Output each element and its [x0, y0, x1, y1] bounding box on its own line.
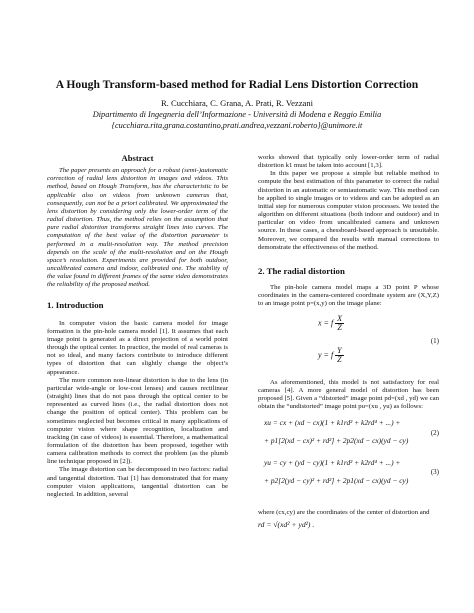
eq2-line-2: + p1[2(xd − cx)² + rd²] + 2p2(xd − cx)(yd − cy)	[264, 436, 409, 446]
eq1-x-num: X	[337, 313, 343, 323]
right-column	[258, 154, 439, 529]
eq1-x-line	[318, 315, 344, 332]
pinhole-paragraph: The pin-hole camera model maps a 3D point P whose coordinates in the camera-centered coordinate system are (X,Y,Z) to an image point p=(x,y) on the image plane:	[258, 284, 439, 308]
distortion-equations	[258, 415, 439, 507]
eq3-line-1: yu = cy + (yd − cy)(1 + k1rd² + k2rd⁴ + ...) +	[264, 458, 401, 468]
intro-heading: 1. Introduction	[47, 299, 104, 310]
rd-equation: rd = √(xd² + yd²) .	[258, 520, 315, 530]
eq3-number: (3)	[430, 468, 439, 477]
equation-1	[258, 313, 439, 377]
general-model-paragraph: As aforementioned, this model is not satisfactory for real cameras [4]. A more general model of distortion has been proposed [5]. Given a “distorted” image point pd=(xd , yd) we can obtain the “undistorted” image point pu=(xu , yu) as follows:	[258, 378, 439, 410]
eq1-y-num: Y	[337, 345, 342, 355]
paper-title: A Hough Transform-based method for Radial Lens Distortion Correction	[55, 78, 419, 91]
left-column	[47, 154, 228, 499]
paper-affiliation: Dipartimento di Ingegneria dell’Informazione - Università di Modena e Reggio Emilia	[92, 110, 382, 119]
eq2-number: (2)	[430, 429, 439, 438]
abstract-heading: Abstract	[121, 153, 154, 163]
eq1-y-den: Z	[337, 354, 342, 364]
eq1-x-den: Z	[337, 322, 342, 332]
eq1-y-lhs: y = f	[318, 350, 334, 359]
paper-authors: R. Cucchiara, C. Grana, A. Prati, R. Vezzani	[160, 98, 314, 108]
eq1-number: (1)	[430, 336, 439, 345]
intro-paragraph-3: The image distortion can be decomposed in two factors: radial and tangential distortion. Tsai [1] has demonstrated that for many computer vision applications, tangential distortion can be neglected. In addition, several	[47, 466, 228, 498]
paper-email: {cucchiara.rita,grana.costantino,prati.andrea,vezzani.roberto}@unimore.it	[111, 121, 363, 130]
intro-paragraph-1: In computer vision the basic camera model for image formation is the pin-hole camera model [1]. It assumes that each image point is generated as a direct projection of a world point through the optical center. In practice, the model of real cameras is not so ideal, and many factors contribute to introduce different types of distortion that can slightly change the object’s appearance.	[47, 319, 228, 376]
abstract-text: The paper presents an approach for a robust (semi-)automatic correction of radial lens distortion in images and videos. This method, based on Hough Transform, has the characteristic to be applicable also on videos from unknown cameras that, consequently, can not be a priori calibrated. We approximated the lens distortion by considering only the lower-order term of the radial distortion. Thus, the method relies on the assumption that pure radial distortion transforms straight lines into curves. The computation of the best value of the distortion parameter is performed in a multi-resolution way. The method precision depends on the scale of the multi-resolution and on the Hough space’s resolution. Experiments are provided for both outdoor, uncalibrated camera and indoor, calibrated one. The stability of the value found in different frames of the same video demonstrates the reliability of the proposed method.	[47, 167, 228, 289]
intro-paragraph-2: The more common non-linear distortion is due to the lens (in particular wide-angle or low-cost lenses) and causes rectilinear (straight) lines that do not pass through the optical center to be represented as curved lines (i.e., the radial distortion does not change the position of optical center). This problem can be sometimes neglected but becomes critical in many applications of computer vision where shape recognition, localization and tracking (in case of videos) is essential. Therefore, a mathematical formulation of the distortion has been proposed, together with camera calibration methods to correct the problem (as the plumb line technique proposed in [2]).	[47, 376, 228, 466]
section2-heading: 2. The radial distortion	[258, 265, 345, 276]
eq1-y-line	[318, 347, 344, 364]
center-paragraph: where (cx,cy) are the coordinates of the center of distortion and	[258, 509, 430, 517]
eq3-line-2: + p2[2(yd − cy)² + rd²] + 2p1(xd − cx)(yd − cy)	[264, 476, 409, 486]
right-continuation: works showed that typically only lower-order term of radial distortion k1 must be taken into account [1,3].	[258, 154, 439, 170]
eq2-line-1: xu = cx + (xd − cx)(1 + k1rd² + k2rd⁴ + ...) +	[264, 418, 401, 428]
right-paragraph-2: In this paper we propose a simple but reliable method to compute the best estimation of this parameter to correct the radial distortion in an automatic or semiautomatic way. This method can be applied to single images or to videos and can be adopted as an initial step for numerous computer vision processes. We tested the algorithm on different situations (both indoor and outdoor) and in particular on video from uncalibrated camera and unknown source. In these cases, a chessboard-based approach is unsuitable. Moreover, we compared the results with manual corrections to demonstrate the effectiveness of the method.	[258, 170, 439, 251]
eq1-x-lhs: x = f	[318, 318, 334, 327]
